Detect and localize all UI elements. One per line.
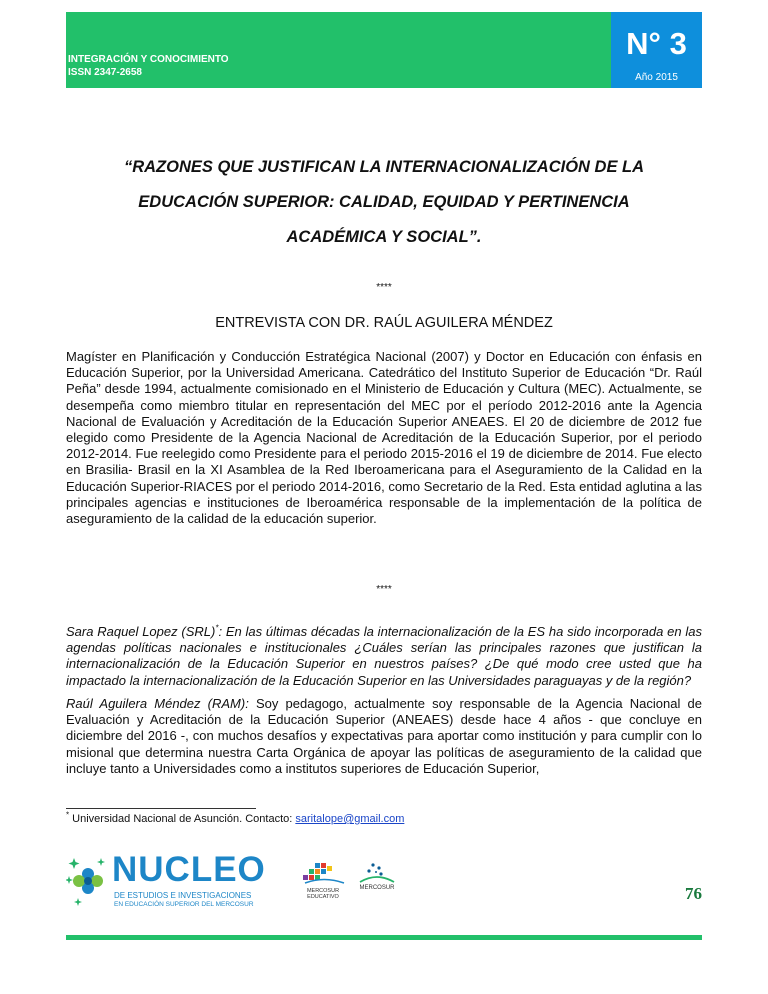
- footnote-rule: [66, 808, 256, 809]
- separator-middle: ****: [376, 584, 392, 595]
- mercosur-educativo-logo: [298, 861, 348, 901]
- title-line-3: ACADÉMICA Y SOCIAL”.: [286, 228, 482, 246]
- nucleo-logo: [66, 850, 266, 912]
- question-speaker: Sara Raquel Lopez (SRL): [66, 624, 216, 639]
- journal-name: INTEGRACIÓN Y CONOCIMIENTO: [68, 54, 229, 65]
- separator-top: ****: [376, 282, 392, 293]
- answer-speaker: Raúl Aguilera Méndez (RAM):: [66, 696, 249, 711]
- footer-bar: [66, 935, 702, 940]
- mercosur-logo: [355, 861, 399, 897]
- issue-year: Año 2015: [635, 72, 678, 83]
- color-blocks-icon: [303, 861, 345, 887]
- footnote: [66, 810, 405, 825]
- flower-sparkle-icon: [66, 854, 110, 908]
- question-paragraph: [66, 624, 702, 689]
- answer-paragraph: [66, 696, 702, 777]
- article-title: [96, 150, 672, 255]
- mercosur-educativo-line1: MERCOSUR: [306, 888, 340, 894]
- mercosur-label: MERCOSUR: [359, 885, 395, 891]
- journal-info: [68, 53, 229, 79]
- footnote-marker: *: [215, 623, 219, 633]
- southern-cross-icon: [359, 861, 395, 885]
- nucleo-subtitle-2: EN EDUCACIÓN SUPERIOR DEL MERCOSUR: [114, 901, 254, 908]
- nucleo-subtitle-1: DE ESTUDIOS E INVESTIGACIONES: [114, 891, 252, 900]
- mercosur-educativo-line2: EDUCATIVO: [307, 894, 339, 900]
- issue-box: [611, 12, 702, 88]
- footnote-text: Universidad Nacional de Asunción. Contacto:: [69, 813, 296, 825]
- page-number: 76: [685, 884, 702, 903]
- title-line-1: “RAZONES QUE JUSTIFICAN LA INTERNACIONALIZACIÓN DE LA: [123, 158, 645, 176]
- interview-heading: ENTREVISTA CON DR. RAÚL AGUILERA MÉNDEZ: [215, 315, 553, 331]
- bio-paragraph: Magíster en Planificación y Conducción Estratégica Nacional (2007) y Doctor en Educación con énfasis en Educación Superior, por la Universidad Americana. Catedrático del Instituto Superior de Educación “Dr. Raúl Peña” desde 1994, actualmente comisionado en el Ministerio de Educación y Cultura (MEC). Actualmente, se desempeña como miembro titular en representación del MEC por el período 2012-2016 ante la Agencia Nacional de Evaluación y Acreditación de la Educación Superior ANEAES. El 20 de diciembre de 2012 fue elegido como Presidente de la Agencia Nacional de Acreditación de la Educación Superior, por el periodo 2012-2014. Fue reelegido como Presidente para el periodo 2015-2016 el 19 de diciembre de 2014. Fue electo en Brasilia- Brasil en la XI Asamblea de la Red Iberoamericana para el Aseguramiento de la Calidad en la Educación Superior-RIACES por el periodo 2014-2016, como Secretario de la Red. Esta entidad aglutina a las principales agencias e instituciones de Iberoamérica responsable de la implementación de la política de aseguramiento de la calidad de la educación superior.: [66, 349, 702, 527]
- email-link[interactable]: saritalope@gmail.com: [295, 813, 405, 825]
- mercosur-educativo-label: [298, 888, 348, 900]
- title-line-2: EDUCACIÓN SUPERIOR: CALIDAD, EQUIDAD Y PERTINENCIA: [138, 193, 630, 211]
- question-text: : En las últimas décadas la internacionalización de la ES ha sido incorporada en las agendas políticas nacionales e institucionales ¿Cuáles serían las principales razones que justifican la internacionalización de la Educación Superior en nuestros países? ¿De qué modo cree usted que ha impactado la internacionalización de la Educación Superior en las Universidades paraguayas y de la región?: [66, 624, 702, 688]
- issue-number: N° 3: [626, 26, 687, 61]
- answer-text: Soy pedagogo, actualmente soy responsable de la Agencia Nacional de Evaluación y Acreditación de la Educación Superior (ANEAES) desde hace 4 años - que concluye en diciembre del 2016 -, con muchos desafíos y expectativas para aportar como institución y para cumplir con lo misional que determina nuestra Carta Orgánica de apoyar las políticas de aseguramiento de la calidad que incluye tanto a Universidades como a institutos superiores de Educación Superior,: [66, 696, 702, 776]
- issn: ISSN 2347-2658: [68, 67, 142, 78]
- footnote-symbol: *: [66, 810, 70, 820]
- nucleo-wordmark: NUCLEO: [112, 850, 266, 889]
